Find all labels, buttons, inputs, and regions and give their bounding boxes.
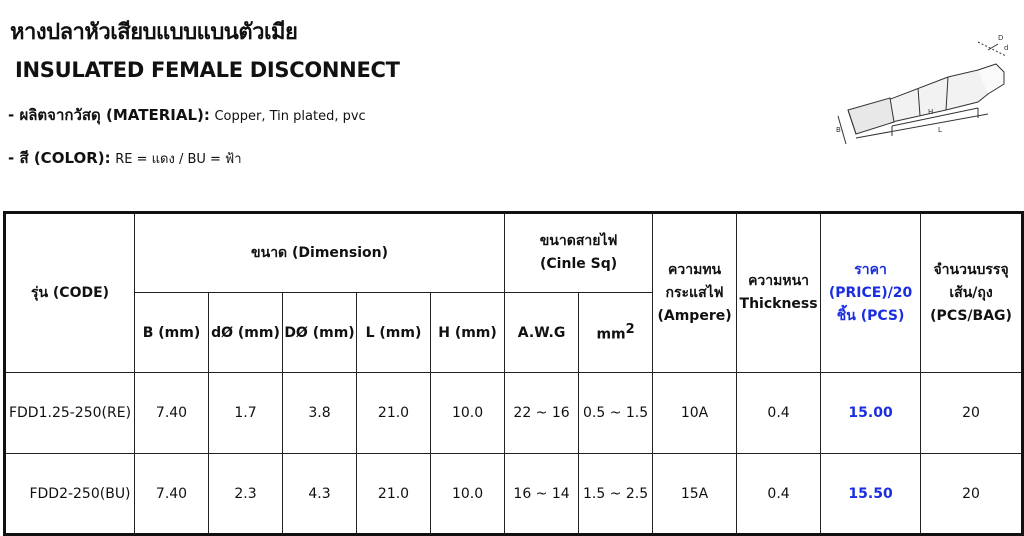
price-line3: ชิ้น (PCS) — [836, 307, 905, 324]
spec-table — [3, 211, 1024, 536]
cell-b: 7.40 — [135, 373, 209, 454]
title-thai: หางปลาหัวเสียบแบบแบนตัวเมีย — [10, 20, 298, 45]
cell-thickness: 0.4 — [737, 373, 821, 454]
mm-text: mm — [596, 326, 626, 343]
color-line — [8, 146, 242, 170]
pack-line1: จำนวนบรรจุ — [933, 261, 1009, 278]
cell-h: 10.0 — [431, 454, 505, 535]
color-label: - สี (COLOR): — [8, 149, 111, 167]
cell-awg: 22 ~ 16 — [505, 373, 579, 454]
thickness-line2: Thickness — [739, 296, 818, 312]
cell-d-small: 1.7 — [209, 373, 283, 454]
material-value: Copper, Tin plated, pvc — [214, 109, 366, 124]
sleeve-body — [888, 70, 988, 122]
diagram-label-D: D — [998, 34, 1004, 42]
material-label: - ผลิตจากวัสดุ (MATERIAL): — [8, 106, 210, 124]
cell-mm2: 0.5 ~ 1.5 — [579, 373, 653, 454]
diagram-label-L: L — [938, 126, 942, 134]
pack-line2: เส้น/ถุง — [949, 284, 993, 301]
cell-price: 15.50 — [821, 454, 921, 535]
cell-d-small: 2.3 — [209, 454, 283, 535]
diagram-label-B: B — [836, 126, 841, 134]
current-line3: (Ampere) — [657, 307, 732, 324]
header-dimension: ขนาด (Dimension) — [135, 213, 505, 293]
cell-d-big: 3.8 — [283, 373, 357, 454]
material-line — [8, 103, 366, 127]
cell-l: 21.0 — [357, 373, 431, 454]
current-line1: ความทน — [668, 261, 722, 278]
cell-awg: 16 ~ 14 — [505, 454, 579, 535]
subheader-b: B (mm) — [135, 293, 209, 373]
header-wire-size — [505, 213, 653, 293]
subheader-mm2 — [579, 293, 653, 373]
cell-d-big: 4.3 — [283, 454, 357, 535]
cell-amp: 10A — [653, 373, 737, 454]
cell-pack: 20 — [921, 454, 1023, 535]
subheader-awg: A.W.G — [505, 293, 579, 373]
current-line2: กระแสไฟ — [665, 284, 724, 301]
cell-mm2: 1.5 ~ 2.5 — [579, 454, 653, 535]
header-pack — [921, 213, 1023, 373]
header-current — [653, 213, 737, 373]
thickness-line1: ความหนา — [748, 273, 810, 289]
price-line2: (PRICE)/20 — [828, 284, 913, 301]
header-price — [821, 213, 921, 373]
diagram-label-d: d — [1004, 44, 1009, 52]
price-line1: ราคา — [854, 261, 887, 278]
cell-amp: 15A — [653, 454, 737, 535]
subheader-l: L (mm) — [357, 293, 431, 373]
cell-code: FDD1.25-250(RE) — [5, 373, 135, 454]
cell-l: 21.0 — [357, 454, 431, 535]
pack-line3: (PCS/BAG) — [930, 307, 1012, 324]
terminal-diagram — [828, 22, 1018, 162]
wire-size-th: ขนาดสายไฟ — [539, 233, 618, 249]
header-code: รุ่น (CODE) — [5, 213, 135, 373]
table-row — [5, 373, 1023, 454]
cell-price: 15.00 — [821, 373, 921, 454]
mm-sup: 2 — [625, 322, 635, 338]
header-thickness — [737, 213, 821, 373]
diagram-label-H: H — [928, 108, 934, 116]
title-english: INSULATED FEMALE DISCONNECT — [15, 58, 400, 82]
cell-h: 10.0 — [431, 373, 505, 454]
cell-code: FDD2-250(BU) — [5, 454, 135, 535]
subheader-h: H (mm) — [431, 293, 505, 373]
subheader-d-small: dØ (mm) — [209, 293, 283, 373]
cell-pack: 20 — [921, 373, 1023, 454]
cell-thickness: 0.4 — [737, 454, 821, 535]
subheader-d-big: DØ (mm) — [283, 293, 357, 373]
wire-size-en: (Cinle Sq) — [540, 256, 618, 272]
table-row — [5, 454, 1023, 535]
color-value: RE = แดง / BU = ฟ้า — [115, 152, 242, 167]
cell-b: 7.40 — [135, 454, 209, 535]
tab-body — [848, 98, 894, 134]
